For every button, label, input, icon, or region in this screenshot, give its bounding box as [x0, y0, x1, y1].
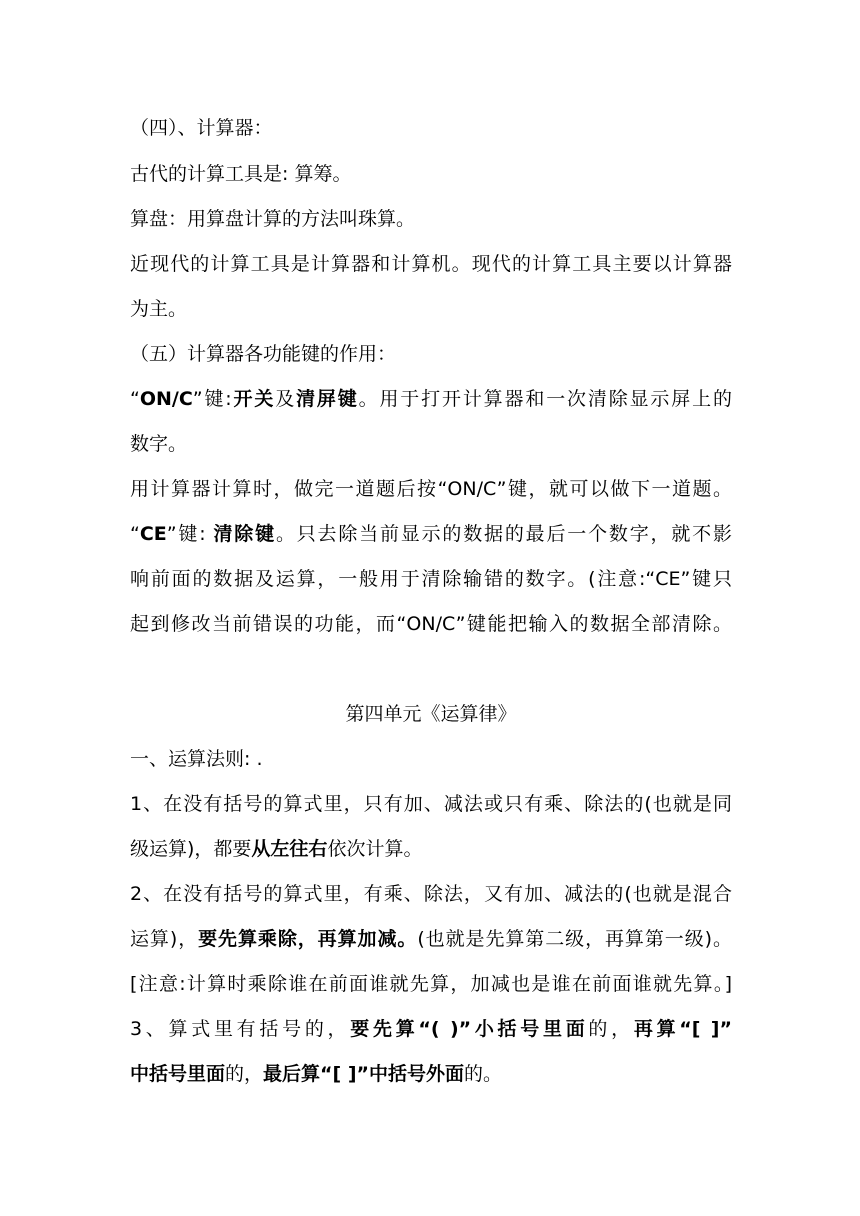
text-run: 及 — [275, 388, 297, 410]
bold-text-run: 最后算“[ ]”中括号外面 — [263, 1063, 464, 1085]
text-run: 运算)， — [130, 928, 199, 950]
bold-text-run: 清屏键 — [296, 388, 359, 410]
paragraph-onc-key-cont — [130, 430, 732, 458]
section-heading-function-keys — [130, 340, 732, 368]
unit-title — [130, 700, 732, 728]
paragraph-modern-tools-cont — [130, 295, 732, 323]
paragraph-ce-note — [130, 610, 732, 638]
text-run: 。用于打开计算器和一次清除显示屏上的 — [358, 388, 732, 410]
text-run: 一、运算法则: . — [130, 748, 263, 770]
rule-1 — [130, 790, 732, 818]
text-run: 数字。 — [130, 433, 188, 455]
text-run: 依次计算。 — [327, 838, 423, 860]
text-run: 的， — [588, 1018, 634, 1040]
text-run: [注意:计算时乘除谁在前面谁就先算，加减也是谁在前面谁就先算。] — [130, 973, 732, 995]
bold-text-run: ON/C — [139, 388, 193, 410]
section-heading-calculator — [130, 114, 732, 142]
text-run: 响前面的数据及运算，一般用于清除输错的数字。(注意:“CE”键只 — [130, 568, 732, 590]
text-run: (也就是先算第二级，再算第一级)。 — [417, 928, 732, 950]
rule-1-cont — [130, 835, 732, 863]
bold-text-run: 开关 — [231, 388, 276, 410]
text-run: ”键: — [166, 523, 214, 545]
text-run: 古代的计算工具是: 算筹。 — [130, 163, 352, 185]
text-run: 1、在没有括号的算式里，只有加、减法或只有乘、除法的(也就是同 — [130, 793, 732, 815]
text-run: 。只去除当前显示的数据的最后一个数字，就不影 — [275, 523, 732, 545]
text-run: “ — [130, 523, 140, 545]
text-run: 的， — [225, 1063, 264, 1085]
paragraph-onc-usage — [130, 475, 732, 503]
text-run: 近现代的计算工具是计算器和计算机。现代的计算工具主要以计算器 — [130, 253, 732, 275]
paragraph-abacus — [130, 205, 732, 233]
text-run: 起到修改当前错误的功能，而“ON/C”键能把输入的数据全部清除。 — [130, 613, 732, 635]
text-run: 3、算式里有括号的， — [130, 1018, 351, 1040]
text-run: 级运算)，都要 — [130, 838, 252, 860]
bold-text-run: 要先算乘除，再算加减。 — [198, 928, 418, 950]
rule-3-cont — [130, 1060, 732, 1088]
text-run: 为主。 — [130, 298, 188, 320]
paragraph-onc-key — [130, 385, 732, 413]
paragraph-ce-key-cont — [130, 565, 732, 593]
paragraph-modern-tools — [130, 250, 732, 278]
bold-text-run: 要先算“( )”小括号里面 — [350, 1018, 589, 1040]
text-run: “ — [130, 388, 140, 410]
bold-text-run: CE — [139, 523, 167, 545]
rule-2-note — [130, 970, 732, 998]
rule-2-cont — [130, 925, 732, 953]
text-run: ”键: — [192, 388, 232, 410]
rule-3 — [130, 1015, 732, 1043]
rule-2 — [130, 880, 732, 908]
bold-text-run: 中括号里面 — [130, 1063, 226, 1085]
paragraph-ancient-tools — [130, 160, 732, 188]
text-run: 算盘：用算盘计算的方法叫珠算。 — [130, 208, 416, 230]
text-run: 的。 — [464, 1063, 503, 1085]
bold-text-run: 从左往右 — [251, 838, 328, 860]
text-run: （四）、计算器： — [130, 117, 273, 139]
bold-text-run: 再算“[ ]” — [633, 1018, 732, 1040]
text-run: （五）计算器各功能键的作用： — [130, 343, 397, 365]
text-run: 2、在没有括号的算式里，有乘、除法，又有加、减法的(也就是混合 — [130, 883, 732, 905]
section-heading-rules — [130, 745, 732, 773]
bold-text-run: 清除键 — [213, 523, 276, 545]
text-run: 第四单元《运算律》 — [345, 703, 517, 725]
text-run: 用计算器计算时，做完一道题后按“ON/C”键，就可以做下一道题。 — [130, 478, 732, 500]
paragraph-ce-key — [130, 520, 732, 548]
